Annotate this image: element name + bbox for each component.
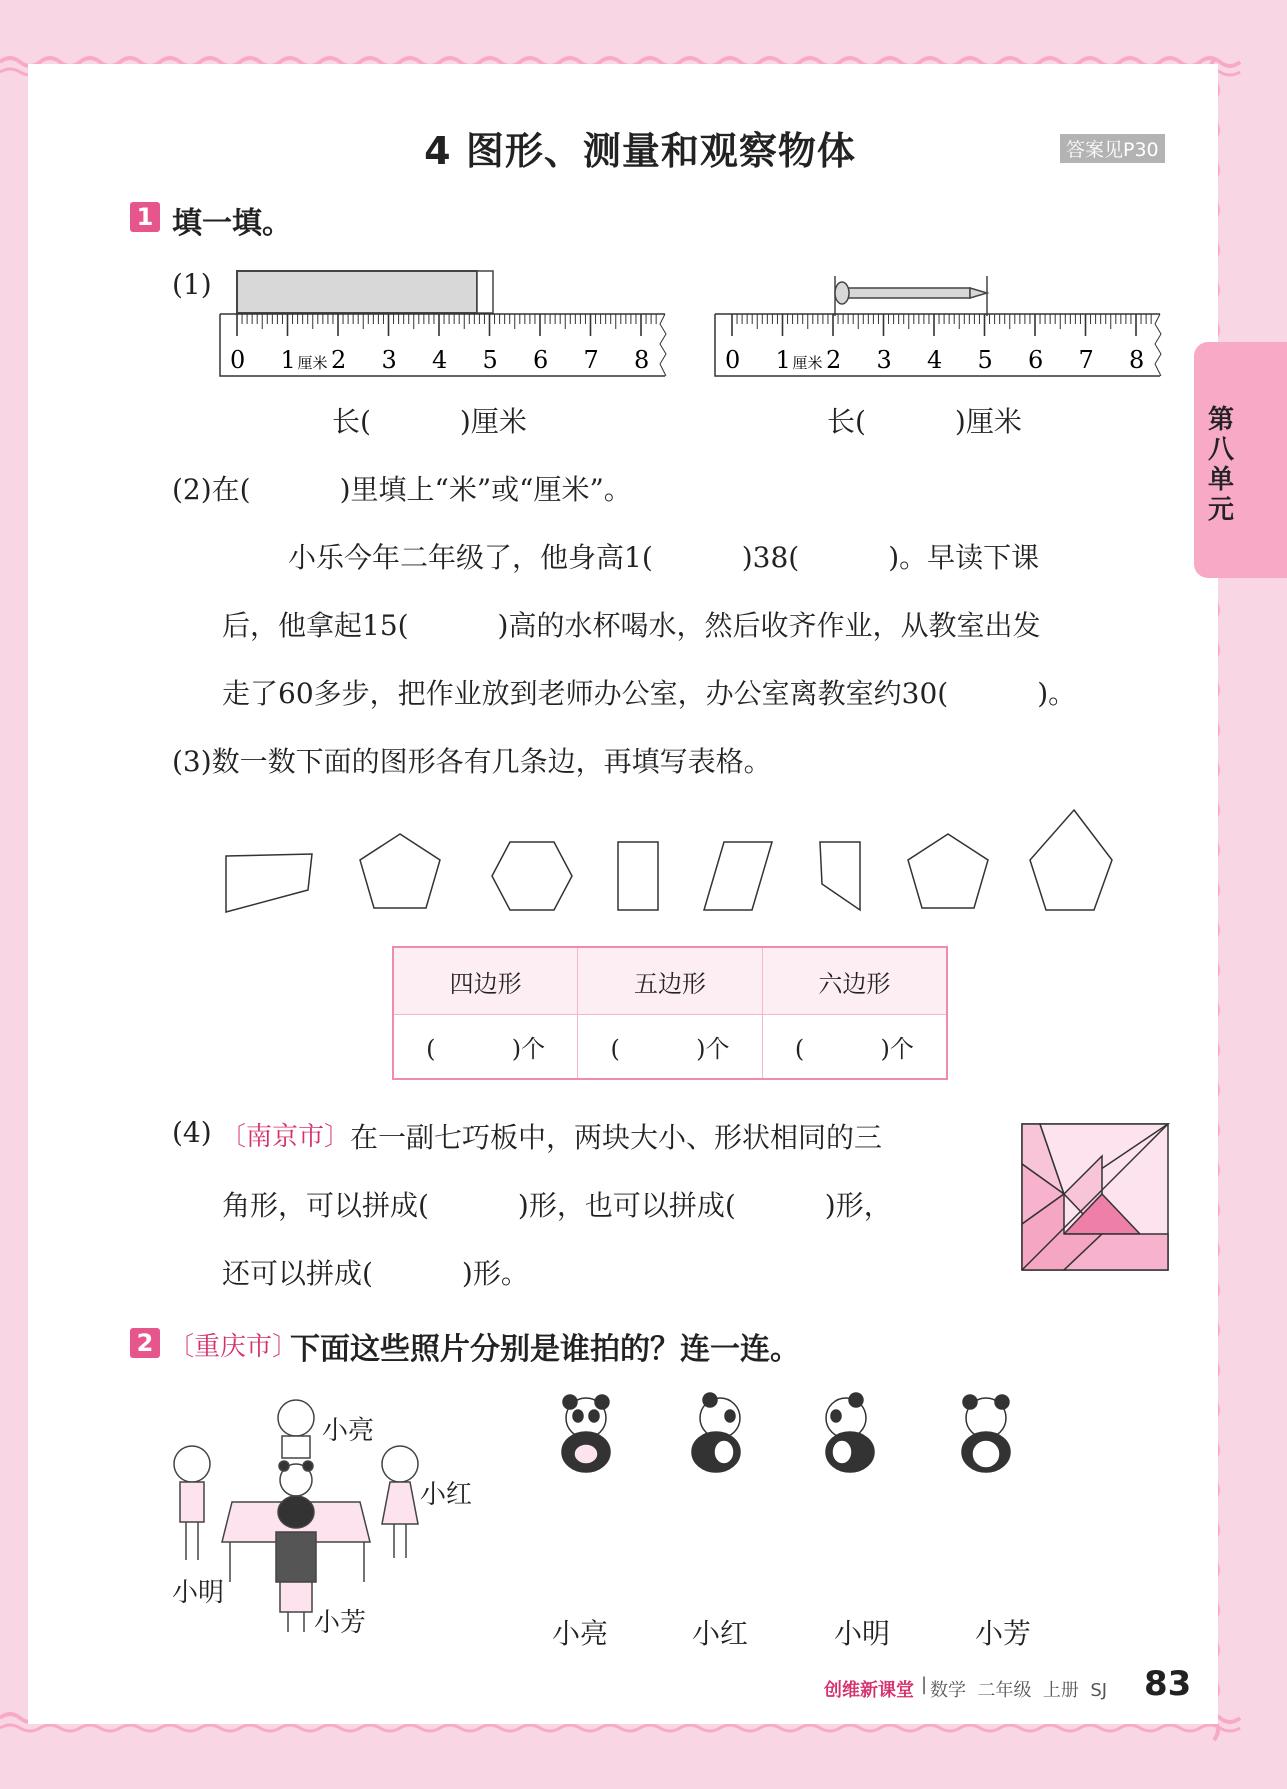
ruler-tick-label: 2 <box>331 346 347 374</box>
shape-pentagon-3 <box>1030 810 1112 910</box>
shapes-row <box>210 800 1130 920</box>
part-1-label: (1) <box>172 268 212 301</box>
ruler-tick-label: 1 <box>280 346 296 374</box>
part-2-line-1: 小乐今年二年级了，他身高1( )38( )。早读下课 <box>288 541 1040 574</box>
answer-reference-badge: 答案见P30 <box>1060 134 1165 163</box>
scene-name-xiaoliang: 小亮 <box>322 1416 375 1446</box>
panda-photo-front[interactable] <box>562 1395 610 1472</box>
part-3-prompt: (3)数一数下面的图形各有几条边，再填写表格。 <box>172 745 772 778</box>
person-icon-right <box>382 1446 418 1482</box>
question-1-number: 1 <box>130 202 160 232</box>
photo-name-xiaofang[interactable]: 小芳 <box>975 1617 1032 1650</box>
footer-subject-info: 数学 二年级 上册 SJ <box>930 1680 1108 1701</box>
table-cell-hexagon[interactable]: ( )个 <box>762 1015 947 1080</box>
ruler-tick-label: 0 <box>230 346 246 374</box>
ruler-tick-label: 6 <box>533 346 549 374</box>
ruler-tick-label: 6 <box>1028 346 1044 374</box>
nail-tip <box>970 288 987 298</box>
ruler-tick-label: 2 <box>826 346 842 374</box>
edge-count-table <box>392 946 948 1080</box>
part-2-line-2: 后，他拿起15( )高的水杯喝水，然后收齐作业，从教室出发 <box>222 609 1041 642</box>
footer-brand: 创维新课堂 <box>824 1680 914 1701</box>
nail-body <box>840 288 970 298</box>
part-2-prompt: (2)在( )里填上“米”或“厘米”。 <box>172 473 632 506</box>
scene-name-xiaoming: 小明 <box>172 1578 225 1608</box>
answer-length-right: 长( )厘米 <box>827 405 1022 438</box>
question-2-heading: 下面这些照片分别是谁拍的？连一连。 <box>290 1332 800 1367</box>
ruler-tick-label: 8 <box>1129 346 1145 374</box>
table-row <box>393 1015 947 1080</box>
part-4-label: (4) <box>172 1116 212 1149</box>
unit-side-tab-label: 第八单元 <box>1207 405 1234 525</box>
measured-rectangle <box>237 271 477 313</box>
answer-length-left: 长( )厘米 <box>332 405 527 438</box>
nail-head <box>835 282 849 304</box>
page-title: 4 图形、测量和观察物体 <box>424 129 856 173</box>
person-icon-left <box>174 1446 210 1482</box>
table-header-row <box>393 947 947 1015</box>
shape-parallelogram <box>704 842 772 910</box>
photo-name-xiaohong[interactable]: 小红 <box>692 1617 749 1650</box>
part-4-line-1: 在一副七巧板中，两块大小、形状相同的三 <box>350 1121 883 1154</box>
panda-photo-side-right[interactable] <box>826 1393 874 1472</box>
ruler-tick-label: 4 <box>927 346 943 374</box>
scene-name-xiaofang: 小芳 <box>314 1608 367 1638</box>
shape-quadrilateral-2 <box>820 842 860 910</box>
ruler-right <box>715 314 1161 376</box>
ruler-tick-label: 4 <box>432 346 448 374</box>
part-4-line-2: 角形，可以拼成( )形，也可以拼成( )形， <box>222 1189 892 1222</box>
table-cell-pentagon[interactable]: ( )个 <box>578 1015 763 1080</box>
ruler-broken-edge <box>1155 314 1161 376</box>
shape-hexagon <box>492 842 572 910</box>
ruler-with-nail <box>710 266 1180 381</box>
ruler-tick-label: 7 <box>583 346 599 374</box>
part-2-line-3: 走了60多步，把作业放到老师办公室，办公室离教室约30( )。 <box>222 677 1077 710</box>
table-cell-quadrilateral[interactable]: ( )个 <box>393 1015 578 1080</box>
shape-pentagon-1 <box>360 834 440 908</box>
footer-divider: | <box>921 1674 928 1695</box>
question-1-heading: 填一填。 <box>172 206 292 241</box>
ruler-tick-label: 5 <box>977 346 993 374</box>
ruler-tick-label: 5 <box>482 346 498 374</box>
page-number: 83 <box>1144 1664 1192 1704</box>
panda-photo-back[interactable] <box>962 1395 1010 1472</box>
ruler-tick-label: 3 <box>876 346 892 374</box>
ruler-broken-edge <box>660 314 666 376</box>
panda-photo-side-left[interactable] <box>692 1393 740 1472</box>
ruler-tick-label: 1 <box>775 346 791 374</box>
ruler-unit-label: 厘米 <box>792 354 823 372</box>
scene-name-xiaohong: 小红 <box>420 1480 473 1510</box>
person-icon-bottom <box>276 1532 316 1582</box>
panda-photos-row <box>550 1392 1050 1482</box>
ruler-unit-label: 厘米 <box>297 354 328 372</box>
table-header-quadrilateral: 四边形 <box>393 947 578 1015</box>
ruler-tick-label: 8 <box>634 346 650 374</box>
table-header-hexagon: 六边形 <box>762 947 947 1015</box>
ruler-tick-label: 3 <box>381 346 397 374</box>
person-icon-top <box>278 1400 314 1436</box>
photo-name-xiaoming[interactable]: 小明 <box>834 1617 891 1650</box>
part-4-line-3: 还可以拼成( )形。 <box>222 1257 529 1290</box>
shape-rectangle <box>618 842 658 910</box>
photo-name-xiaoliang[interactable]: 小亮 <box>552 1617 609 1650</box>
ruler-tick-label: 7 <box>1078 346 1094 374</box>
part-4-source-tag: 〔南京市〕 <box>220 1122 351 1152</box>
rectangle-edge <box>477 271 493 313</box>
ruler-left <box>220 314 666 376</box>
question-2-number: 2 <box>130 1328 160 1358</box>
ruler-with-rectangle <box>215 266 685 381</box>
tangram-figure <box>1020 1122 1170 1272</box>
shape-pentagon-2 <box>908 834 988 908</box>
table-header-pentagon: 五边形 <box>578 947 763 1015</box>
shape-quadrilateral-1 <box>226 854 312 912</box>
ruler-tick-label: 0 <box>725 346 741 374</box>
question-2-source-tag: 〔重庆市〕 <box>168 1332 299 1362</box>
